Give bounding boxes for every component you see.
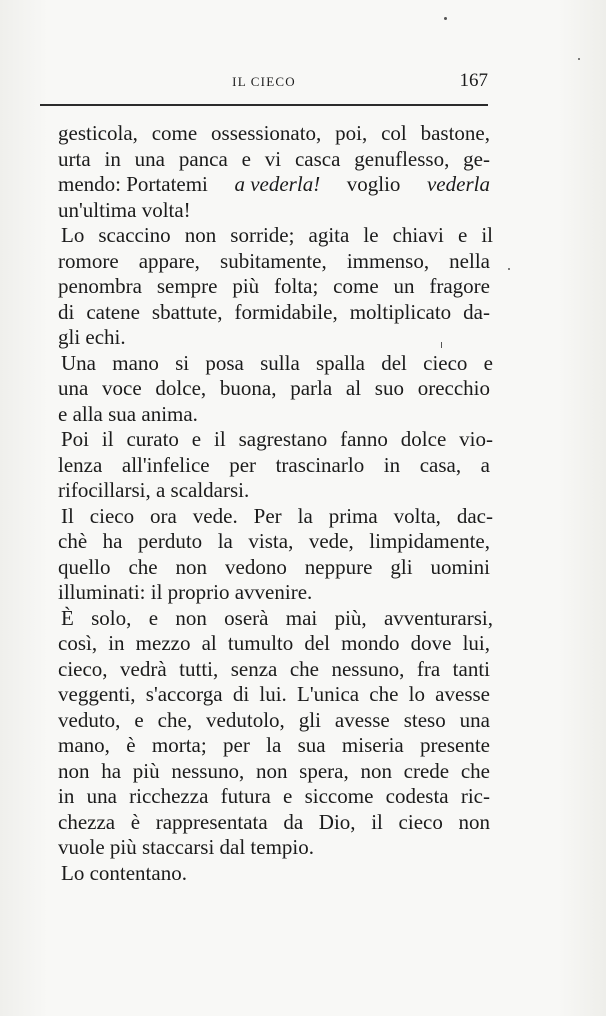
- text-line: un'ultima volta!: [58, 197, 191, 222]
- text-line: in una ricchezza futura e siccome codesta ric-: [58, 784, 490, 808]
- text-line: gesticola, come ossessionato, poi, col bastone,: [58, 121, 490, 145]
- paragraph-first-line: Una mano si posa sulla spalla del cieco e: [61, 350, 493, 375]
- text-line: quello che non vedono neppure gli uomini: [58, 554, 490, 579]
- header-rule: [40, 104, 488, 106]
- text-line: penombra sempre più folta; come un fragore: [58, 274, 490, 298]
- paragraph-first-line: Poi il curato e il sagrestano fanno dolce vio-: [61, 427, 493, 451]
- text-line: non ha più nessuno, non spera, non crede che: [58, 758, 490, 783]
- text-line: urta in una panca e vi casca genuflesso, ge-: [58, 146, 490, 171]
- text-line: così, in mezzo al tumulto del mondo dove lui,: [58, 631, 490, 655]
- page-number: 167: [459, 70, 488, 91]
- text-line: vuole più staccarsi dal tempio.: [58, 835, 315, 859]
- text-line: una voce dolce, buona, parla al suo orecchio: [58, 376, 490, 400]
- text-line: gli echi.: [58, 325, 126, 349]
- paper-speck: [578, 58, 580, 60]
- paragraph-first-line: Il cieco ora vede. Per la prima volta, dac-: [61, 503, 493, 528]
- paper-speck: [508, 268, 510, 270]
- text-line: lenza all'infelice per trascinarlo in casa, a: [58, 452, 490, 477]
- italic-fragment: vederla: [426, 172, 490, 196]
- paragraph-first-line: Lo scaccino non sorride; agita le chiavi e il: [61, 223, 493, 247]
- text-line: [58, 172, 490, 198]
- paper-speck: [441, 342, 442, 348]
- running-title: IL CIECO: [232, 74, 296, 89]
- text-line: illuminati: il proprio avvenire.: [58, 580, 313, 604]
- text-line: veduto, e che, vedutolo, gli avesse steso una: [58, 707, 490, 732]
- text-line: veggenti, s'accorga di lui. L'unica che lo avesse: [58, 682, 490, 706]
- text-line: cieco, vedrà tutti, senza che nessuno, fra tanti: [58, 656, 490, 681]
- text-line: rifocillarsi, a scaldarsi.: [58, 478, 250, 502]
- text-fragment: voglio: [346, 172, 401, 196]
- paragraph-first-line: Lo contentano.: [61, 860, 187, 885]
- text-fragment: mendo: Portatemi: [58, 172, 208, 196]
- text-line: mano, è morta; per la sua miseria presente: [58, 733, 490, 757]
- paragraph-first-line: È solo, e non oserà mai più, avventurarsi,: [61, 605, 493, 630]
- text-line: chè ha perduto la vista, vede, limpidamente,: [58, 529, 490, 553]
- text-line: romore appare, subitamente, immenso, nella: [58, 248, 490, 273]
- paper-speck: [444, 17, 447, 20]
- text-line: chezza è rappresentata da Dio, il cieco non: [58, 809, 490, 834]
- italic-fragment: a vederla!: [234, 172, 321, 196]
- text-line: di catene sbattute, formidabile, moltiplicato da-: [58, 299, 490, 324]
- running-header: [40, 70, 488, 100]
- text-line: e alla sua anima.: [58, 401, 198, 426]
- body-text: [60, 121, 492, 886]
